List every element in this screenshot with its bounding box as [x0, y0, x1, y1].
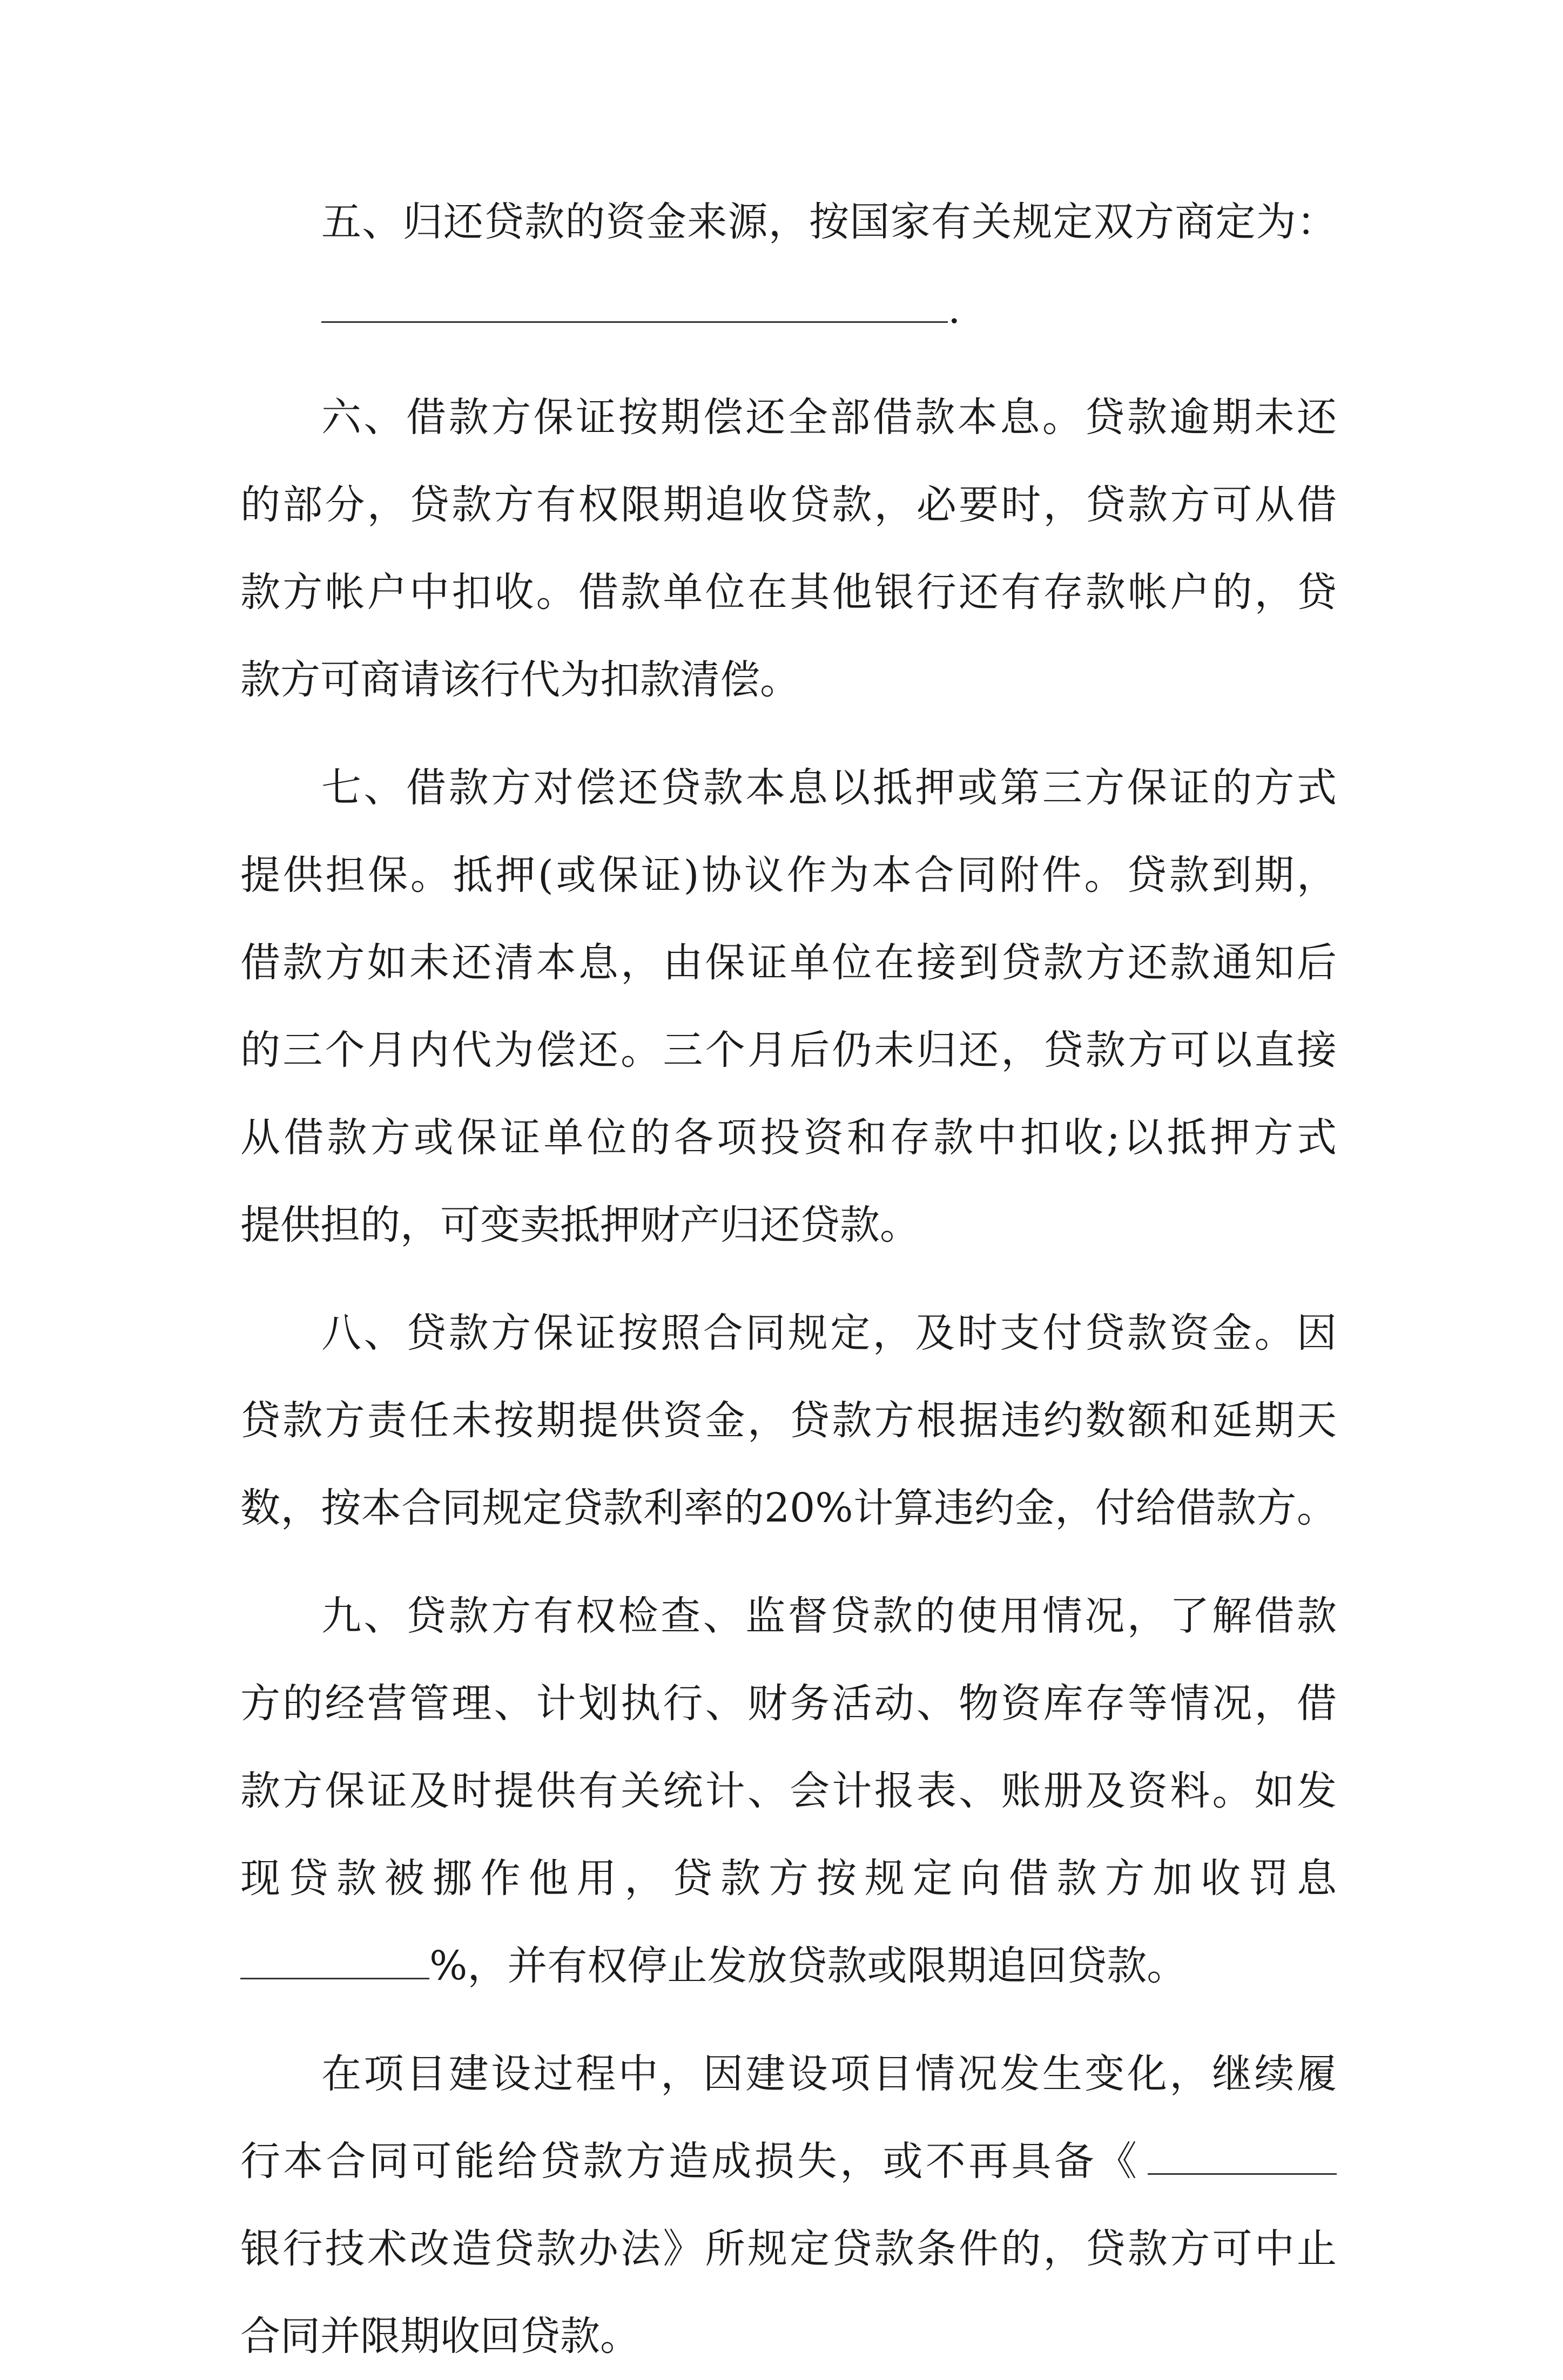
para-7-line-4: 的三个月内代为偿还。三个月后仍未归还，贷款方可以直接 — [240, 1027, 1337, 1073]
para-7-line-6: 提供担的，可变卖抵押财产归还贷款。 — [240, 1202, 920, 1248]
fill-in-blank-penalty-rate — [240, 1944, 429, 1979]
fill-in-blank-bank-name — [1148, 2140, 1337, 2175]
para-5-line-1: 五、归还贷款的资金来源，按国家有关规定双方商定为： — [321, 199, 1337, 245]
para-9-line-1: 九、贷款方有权检查、监督贷款的使用情况，了解借款 — [321, 1593, 1337, 1639]
para-8-line-3: 数，按本合同规定贷款利率的20%计算违约金，付给借款方。 — [240, 1485, 1337, 1531]
para-9-line-4: 现贷款被挪作他用，贷款方按规定向借款方加收罚息 — [240, 1855, 1337, 1902]
para-10-line-1: 在项目建设过程中，因建设项目情况发生变化，继续履 — [321, 2051, 1337, 2097]
para-7-line-3: 借款方如未还清本息，由保证单位在接到贷款方还款通知后 — [240, 939, 1337, 986]
fill-in-blank-funding-source — [321, 288, 948, 323]
para-7-line-5: 从借款方或保证单位的各项投资和存款中扣收;以抵押方式 — [240, 1114, 1337, 1161]
para-5-line-2 — [240, 266, 1337, 353]
para-9-line-5-text: %，并有权停止发放贷款或限期追回贷款。 — [429, 1943, 1187, 1989]
para-10-line-2 — [240, 2118, 1337, 2205]
para-9-line-2: 方的经营管理、计划执行、财务活动、物资库存等情况，借 — [240, 1680, 1337, 1727]
para-6-line-1: 六、借款方保证按期偿还全部借款本息。贷款逾期未还 — [321, 394, 1337, 441]
para-8-line-2: 贷款方责任未按期提供资金，贷款方根据违约数额和延期天 — [240, 1397, 1337, 1444]
para-9-line-3: 款方保证及时提供有关统计、会计报表、账册及资料。如发 — [240, 1768, 1337, 1814]
para-6-line-2: 的部分，贷款方有权限期追收贷款，必要时，贷款方可从借 — [240, 482, 1337, 528]
para-6-line-4: 款方可商请该行代为扣款清偿。 — [240, 657, 800, 703]
para-6-line-3: 款方帐户中扣收。借款单位在其他银行还有存款帐户的，贷 — [240, 569, 1337, 616]
para-5-period: . — [948, 286, 961, 333]
para-7-line-2: 提供担保。抵押(或保证)协议作为本合同附件。贷款到期， — [240, 852, 1337, 898]
para-7-line-1: 七、借款方对偿还贷款本息以抵押或第三方保证的方式 — [321, 765, 1337, 811]
document-page — [240, 178, 1337, 2380]
para-10-line-4: 合同并限期收回贷款。 — [240, 2313, 640, 2359]
para-8-line-1: 八、贷款方保证按照合同规定，及时支付贷款资金。因 — [321, 1310, 1337, 1356]
para-10-line-3: 银行技术改造贷款办法》所规定贷款条件的，贷款方可中止 — [240, 2226, 1337, 2272]
para-10-line-2-text: 行本合同可能给贷款方造成损失，或不再具备《 — [240, 2138, 1137, 2185]
para-9-line-5 — [240, 1922, 1337, 2010]
